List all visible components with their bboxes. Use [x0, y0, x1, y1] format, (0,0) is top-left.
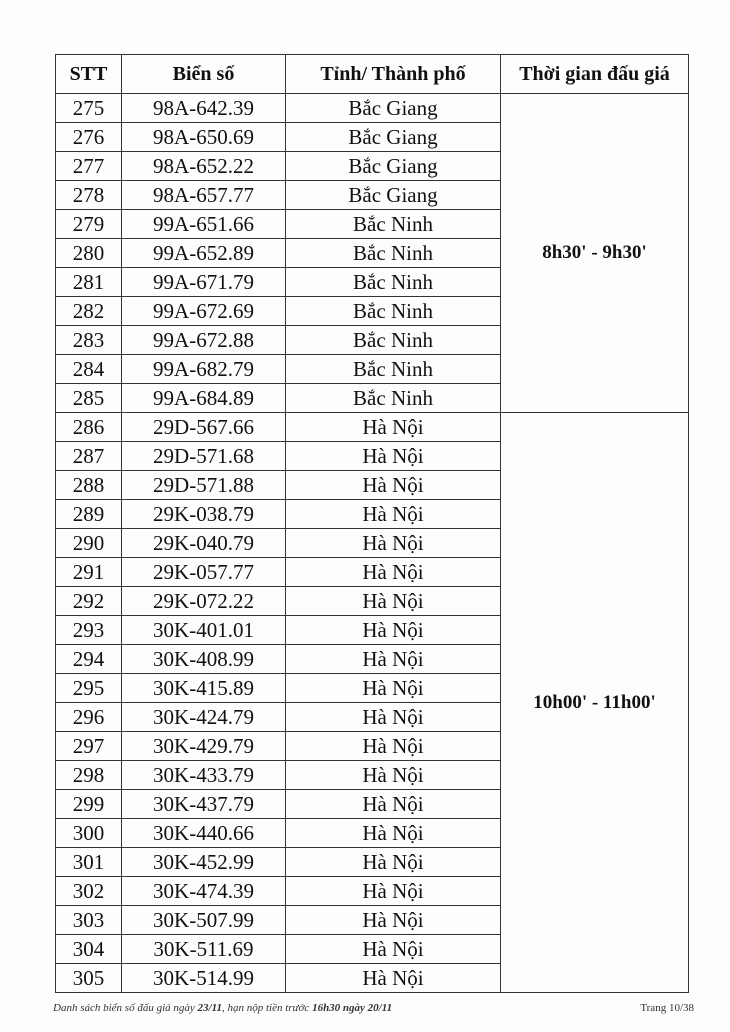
footer-auction-date: 23/11 — [197, 1002, 222, 1014]
row-plate-number: 30K-415.89 — [122, 674, 286, 703]
row-stt: 295 — [56, 674, 122, 703]
row-plate-number: 30K-401.01 — [122, 616, 286, 645]
table-row — [56, 413, 689, 442]
auction-time-slot: 10h00' - 11h00' — [501, 413, 689, 993]
row-province: Bắc Ninh — [286, 268, 501, 297]
footer-deadline: 16h30 ngày 20/11 — [312, 1002, 393, 1014]
row-plate-number: 30K-514.99 — [122, 964, 286, 993]
row-stt: 293 — [56, 616, 122, 645]
footer-note — [53, 1002, 392, 1014]
row-stt: 291 — [56, 558, 122, 587]
row-province: Bắc Giang — [286, 94, 501, 123]
row-plate-number: 29D-567.66 — [122, 413, 286, 442]
row-stt: 304 — [56, 935, 122, 964]
row-stt: 290 — [56, 529, 122, 558]
row-plate-number: 30K-452.99 — [122, 848, 286, 877]
row-plate-number: 30K-511.69 — [122, 935, 286, 964]
row-stt: 296 — [56, 703, 122, 732]
row-stt: 299 — [56, 790, 122, 819]
row-plate-number: 98A-657.77 — [122, 181, 286, 210]
row-province: Hà Nội — [286, 529, 501, 558]
row-province: Hà Nội — [286, 645, 501, 674]
row-province: Hà Nội — [286, 471, 501, 500]
row-province: Hà Nội — [286, 790, 501, 819]
row-stt: 294 — [56, 645, 122, 674]
row-plate-number: 29K-040.79 — [122, 529, 286, 558]
row-stt: 279 — [56, 210, 122, 239]
row-plate-number: 99A-671.79 — [122, 268, 286, 297]
row-stt: 301 — [56, 848, 122, 877]
row-plate-number: 30K-440.66 — [122, 819, 286, 848]
row-stt: 283 — [56, 326, 122, 355]
row-plate-number: 29D-571.68 — [122, 442, 286, 471]
header-auction-time: Thời gian đấu giá — [501, 55, 689, 94]
row-province: Hà Nội — [286, 587, 501, 616]
header-province: Tỉnh/ Thành phố — [286, 55, 501, 94]
row-province: Hà Nội — [286, 848, 501, 877]
row-stt: 298 — [56, 761, 122, 790]
row-stt: 284 — [56, 355, 122, 384]
row-stt: 287 — [56, 442, 122, 471]
row-plate-number: 99A-684.89 — [122, 384, 286, 413]
row-plate-number: 99A-652.89 — [122, 239, 286, 268]
row-province: Bắc Ninh — [286, 326, 501, 355]
row-province: Hà Nội — [286, 558, 501, 587]
row-stt: 288 — [56, 471, 122, 500]
row-plate-number: 30K-429.79 — [122, 732, 286, 761]
row-plate-number: 30K-408.99 — [122, 645, 286, 674]
row-plate-number: 98A-650.69 — [122, 123, 286, 152]
row-stt: 278 — [56, 181, 122, 210]
row-plate-number: 99A-682.79 — [122, 355, 286, 384]
auction-time-slot: 8h30' - 9h30' — [501, 94, 689, 413]
row-stt: 289 — [56, 500, 122, 529]
footer-note-prefix: Danh sách biển số đấu giá ngày — [53, 1002, 198, 1014]
header-stt: STT — [56, 55, 122, 94]
row-stt: 297 — [56, 732, 122, 761]
row-province: Hà Nội — [286, 442, 501, 471]
row-province: Hà Nội — [286, 500, 501, 529]
row-province: Bắc Giang — [286, 152, 501, 181]
row-plate-number: 29K-072.22 — [122, 587, 286, 616]
page-number: Trang 10/38 — [640, 1002, 694, 1014]
table-header-row — [56, 55, 689, 94]
margin-signature-mark — [708, 385, 730, 515]
row-stt: 286 — [56, 413, 122, 442]
row-stt: 281 — [56, 268, 122, 297]
row-plate-number: 30K-507.99 — [122, 906, 286, 935]
row-stt: 300 — [56, 819, 122, 848]
table-row — [56, 94, 689, 123]
footer-note-middle: , hạn nộp tiền trước — [221, 1002, 313, 1014]
row-province: Hà Nội — [286, 732, 501, 761]
row-province: Hà Nội — [286, 964, 501, 993]
row-stt: 285 — [56, 384, 122, 413]
row-province: Bắc Ninh — [286, 384, 501, 413]
row-plate-number: 30K-424.79 — [122, 703, 286, 732]
row-province: Bắc Ninh — [286, 210, 501, 239]
row-province: Hà Nội — [286, 703, 501, 732]
row-province: Hà Nội — [286, 819, 501, 848]
row-stt: 277 — [56, 152, 122, 181]
header-plate: Biển số — [122, 55, 286, 94]
row-province: Hà Nội — [286, 761, 501, 790]
row-province: Hà Nội — [286, 935, 501, 964]
row-plate-number: 98A-652.22 — [122, 152, 286, 181]
row-province: Bắc Giang — [286, 181, 501, 210]
row-province: Bắc Ninh — [286, 297, 501, 326]
row-province: Bắc Ninh — [286, 355, 501, 384]
row-plate-number: 30K-437.79 — [122, 790, 286, 819]
row-stt: 276 — [56, 123, 122, 152]
row-stt: 305 — [56, 964, 122, 993]
row-plate-number: 99A-672.69 — [122, 297, 286, 326]
license-plate-auction-table — [55, 54, 689, 993]
row-stt: 280 — [56, 239, 122, 268]
row-province: Hà Nội — [286, 616, 501, 645]
row-province: Bắc Ninh — [286, 239, 501, 268]
row-province: Hà Nội — [286, 674, 501, 703]
row-stt: 303 — [56, 906, 122, 935]
row-province: Hà Nội — [286, 906, 501, 935]
row-stt: 302 — [56, 877, 122, 906]
row-plate-number: 30K-433.79 — [122, 761, 286, 790]
row-province: Bắc Giang — [286, 123, 501, 152]
row-stt: 282 — [56, 297, 122, 326]
row-province: Hà Nội — [286, 877, 501, 906]
row-plate-number: 29K-057.77 — [122, 558, 286, 587]
row-plate-number: 99A-651.66 — [122, 210, 286, 239]
row-stt: 292 — [56, 587, 122, 616]
row-plate-number: 99A-672.88 — [122, 326, 286, 355]
row-plate-number: 29D-571.88 — [122, 471, 286, 500]
row-stt: 275 — [56, 94, 122, 123]
row-plate-number: 30K-474.39 — [122, 877, 286, 906]
row-plate-number: 98A-642.39 — [122, 94, 286, 123]
row-province: Hà Nội — [286, 413, 501, 442]
row-plate-number: 29K-038.79 — [122, 500, 286, 529]
